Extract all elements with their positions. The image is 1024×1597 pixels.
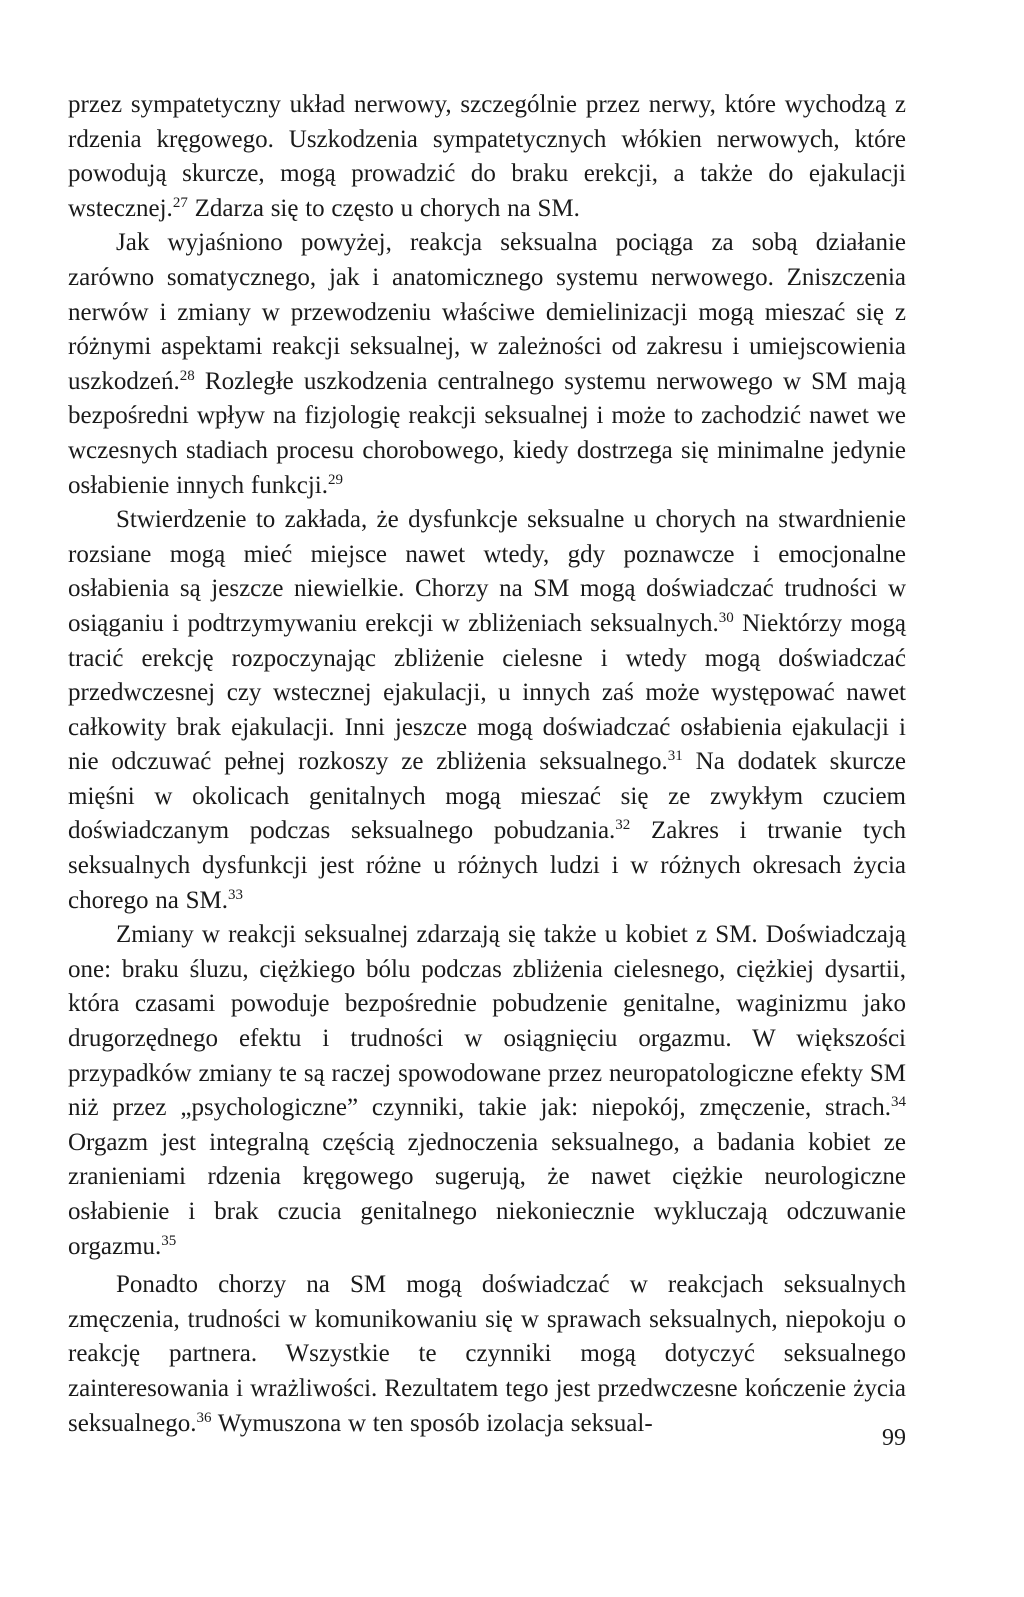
page-number: 99 (882, 1425, 906, 1451)
footnote-ref-36: 36 (196, 1409, 212, 1426)
paragraph-text: Rozległe uszkodzenia centralnego systemu nerwowego w SM mają bezpośredni wpływ na fizjologię reakcji seksualnej i może to zachodzić nawet we wczesnych stadiach procesu chorobowego, kiedy dostrzega się minimalne jedynie osłabienie innych funkcji. (68, 367, 906, 499)
paragraph-text: Wymuszona w ten sposób izolacja seksual- (211, 1409, 653, 1437)
footnote-ref-27: 27 (172, 194, 188, 211)
paragraph-5 (68, 1268, 906, 1441)
footnote-ref-30: 30 (718, 609, 734, 626)
footnote-ref-29: 29 (327, 471, 343, 488)
footnote-ref-32: 32 (615, 817, 631, 834)
paragraph-text: Niektórzy mogą tracić erekcję rozpoczynając zbliżenie cielesne i wtedy mogą doświadczać przedwczesnej czy wstecznej ejakulacji, u innych zaś może występować nawet całkowity brak ejakulacji. Inni jeszcze mogą doświadczać osłabienia ejakulacji i nie odczuwać pełnej rozkoszy ze zbliżenia seksualnego. (68, 609, 906, 776)
paragraph-text: Ponadto chorzy na SM mogą doświadczać w reakcjach seksualnych zmęczenia, trudności w komunikowaniu się w sprawach seksualnych, niepokoju o reakcję partnera. Wszystkie te czynniki mogą dotyczyć seksualnego zainteresowania i wrażliwości. Rezultatem tego jest przedwczesne kończenie życia seksualnego. (68, 1271, 906, 1437)
paragraph-text: Orgazm jest integralną częścią zjednoczenia seksualnego, a badania kobiet ze zranieniami rdzenia kręgowego sugerują, że nawet ciężkie neurologiczne osłabienie i brak czucia genitalnego niekoniecznie wykluczają odczuwanie orgazmu. (68, 1128, 906, 1260)
footnote-ref-33: 33 (228, 886, 243, 903)
footnote-ref-28: 28 (179, 367, 195, 384)
paragraph-text: Stwierdzenie to zakłada, że dysfunkcje seksualne u chorych na stwardnienie rozsiane mogą mieć miejsce nawet wtedy, gdy poznawcze i emocjonalne osłabienia są jeszcze niewielkie. Chorzy na SM mogą doświadczać trudności w osiąganiu i podtrzymywaniu erekcji w zbliżeniach seksualnych. (68, 506, 906, 637)
footnote-ref-34: 34 (891, 1094, 906, 1111)
paragraph-text: Zmiany w reakcji seksualnej zdarzają się także u kobiet z SM. Doświadczają one: braku śluzu, ciężkiego bólu podczas zbliżenia cielesnego, ciężkiej dysartii, która czasami powoduje bezpośrednie pobudzenie genitalne, waginizmu jako drugorzędnego efektu i trudności w osiągnięciu orgazmu. W większości przypadków zmiany te są raczej spowodowane przez neuropatologiczne efekty SM niż przez „psychologiczne” czynniki, takie jak: niepokój, zmęczenie, strach. (68, 921, 906, 1122)
paragraph-text: Jak wyjaśniono powyżej, reakcja seksualna pociąga za sobą działanie zarówno somatycznego, jak i anatomicznego systemu nerwowego. Zniszczenia nerwów i zmiany w przewodzeniu właściwe demielinizacji mogą mieszać się z różnymi aspektami reakcji seksualnej, w zależności od zakresu i umiejscowienia uszkodzeń. (68, 229, 906, 395)
paragraph-text: Zdarza się to często u chorych na SM. (187, 194, 580, 222)
paragraph-text: przez sympatetyczny układ nerwowy, szczególnie przez nerwy, które wychodzą z rdzenia kręgowego. Uszkodzenia sympatetycznych włókien nerwowych, które powodują skurcze, mogą prowadzić do braku erekcji, a także do ejakulacji wstecznej. (68, 91, 906, 222)
paragraph-text: Zakres i trwanie tych seksualnych dysfunkcji jest różne u różnych ludzi i w różnych okresach życia chorego na SM. (68, 817, 906, 914)
footnote-ref-35: 35 (161, 1232, 177, 1249)
paragraph-text: Na dodatek skurcze mięśni w okolicach genitalnych mogą mieszać się ze zwykłym czuciem doświadczanym podczas seksualnego pobudzania. (68, 748, 906, 845)
paragraph-3 (68, 503, 906, 918)
paragraph-2 (68, 226, 906, 503)
footnote-ref-31: 31 (667, 748, 683, 765)
paragraph-1 (68, 88, 906, 226)
paragraph-4 (68, 918, 906, 1264)
page-body (68, 88, 906, 1441)
